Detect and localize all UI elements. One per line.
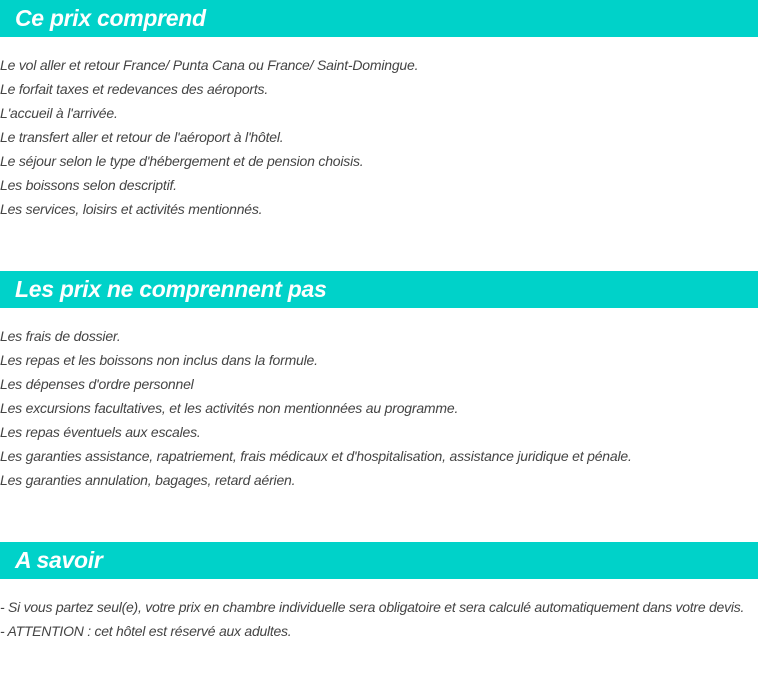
list-item: Les garanties annulation, bagages, retard aérien.: [0, 472, 296, 488]
section-price-includes: [0, 0, 758, 221]
list-item: L'accueil à l'arrivée.: [0, 105, 118, 121]
note-item: - Si vous partez seul(e), votre prix en chambre individuelle sera obligatoire et sera calculé automatiquement dans votre devis.: [0, 599, 745, 615]
list-item: Le transfert aller et retour de l'aéroport à l'hôtel.: [0, 129, 284, 145]
list-item: Les dépenses d'ordre personnel: [0, 376, 194, 392]
list-item: Le forfait taxes et redevances des aéroports.: [0, 81, 269, 97]
list-item: Les frais de dossier.: [0, 328, 121, 344]
section-heading: Les prix ne comprennent pas: [0, 271, 758, 308]
section-price-excludes: [0, 271, 758, 492]
list-item: Les excursions facultatives, et les activités non mentionnées au programme.: [0, 400, 459, 416]
section-heading: Ce prix comprend: [0, 0, 758, 37]
notes-list: [0, 595, 758, 643]
list-item: Les garanties assistance, rapatriement, frais médicaux et d'hospitalisation, assistance juridique et pénale.: [0, 448, 632, 464]
list-item: Les services, loisirs et activités mentionnés.: [0, 201, 263, 217]
note-item: - ATTENTION : cet hôtel est réservé aux adultes.: [0, 623, 292, 639]
list-item: Les boissons selon descriptif.: [0, 177, 177, 193]
included-items-list: [0, 53, 758, 221]
section-good-to-know: [0, 542, 758, 643]
list-item: Les repas éventuels aux escales.: [0, 424, 201, 440]
list-item: Le vol aller et retour France/ Punta Cana ou France/ Saint-Domingue.: [0, 57, 419, 73]
section-heading: A savoir: [0, 542, 758, 579]
excluded-items-list: [0, 324, 758, 492]
list-item: Les repas et les boissons non inclus dans la formule.: [0, 352, 318, 368]
list-item: Le séjour selon le type d'hébergement et de pension choisis.: [0, 153, 364, 169]
